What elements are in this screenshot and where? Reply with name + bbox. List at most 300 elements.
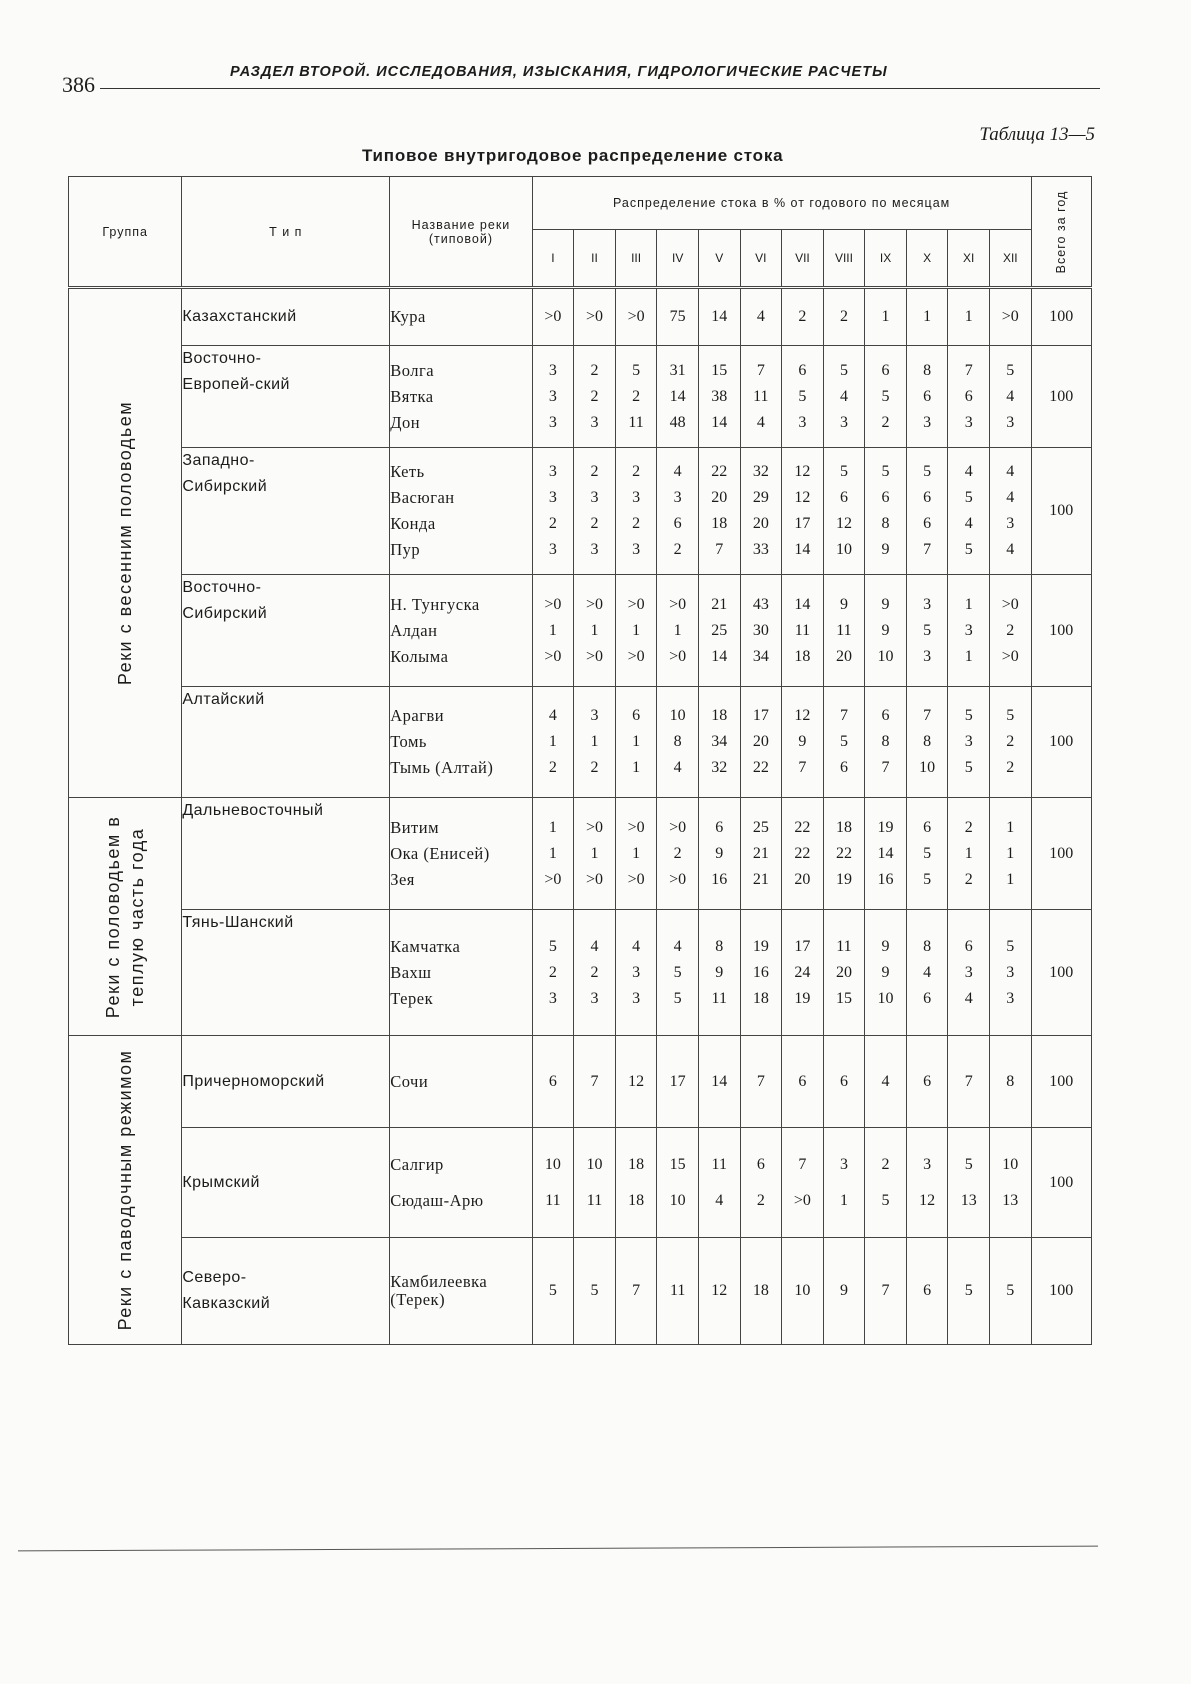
group-cell bbox=[69, 798, 182, 1036]
month-value: 25 bbox=[752, 818, 769, 836]
month-value: 5 bbox=[881, 387, 890, 405]
month-value: >0 bbox=[627, 308, 645, 325]
month-value: 20 bbox=[752, 515, 769, 532]
month-header: XII bbox=[990, 230, 1032, 288]
month-value: 3 bbox=[590, 489, 599, 506]
month-value: 7 bbox=[881, 1282, 890, 1299]
month-value: 6 bbox=[798, 361, 807, 379]
month-value-cell bbox=[532, 1036, 574, 1128]
type-name-text: Казахстанский bbox=[182, 308, 297, 325]
river-name: Сюдаш-Арю bbox=[390, 1190, 484, 1210]
month-value: 10 bbox=[669, 707, 686, 724]
month-value: 7 bbox=[964, 361, 973, 379]
month-value: 34 bbox=[752, 647, 769, 665]
group-label-line: Реки с весенним половодьем bbox=[115, 400, 136, 686]
type-name-text: Крымский bbox=[182, 1173, 260, 1191]
month-value: 1 bbox=[964, 308, 973, 325]
month-header: IX bbox=[865, 230, 907, 288]
month-value: 1 bbox=[632, 733, 641, 750]
month-value: >0 bbox=[1001, 647, 1019, 665]
month-value: 17 bbox=[669, 1072, 686, 1090]
month-value-cell bbox=[615, 910, 657, 1036]
month-value-cell bbox=[948, 346, 990, 448]
month-value: 8 bbox=[923, 361, 932, 379]
month-value: 7 bbox=[881, 759, 890, 776]
month-value: 12 bbox=[794, 707, 811, 724]
group-cell bbox=[69, 1036, 182, 1345]
bottom-rule bbox=[18, 1546, 1098, 1552]
month-value: 15 bbox=[669, 1155, 686, 1173]
page-number: 386 bbox=[62, 72, 95, 97]
month-value: 4 bbox=[964, 515, 973, 532]
month-value: 6 bbox=[923, 1282, 932, 1299]
month-header: III bbox=[615, 230, 657, 288]
month-value: 17 bbox=[794, 515, 811, 532]
month-value: 4 bbox=[590, 937, 599, 955]
month-value: 12 bbox=[835, 515, 852, 532]
month-value: 6 bbox=[923, 818, 932, 836]
month-value: 5 bbox=[881, 1191, 890, 1209]
month-value: 6 bbox=[923, 515, 932, 532]
month-value: 15 bbox=[835, 989, 852, 1007]
month-value: 1 bbox=[1006, 844, 1015, 862]
month-value-cell bbox=[823, 687, 865, 798]
month-value-cell bbox=[532, 910, 574, 1036]
month-value: 34 bbox=[711, 733, 728, 750]
year-total: 100 bbox=[1031, 910, 1091, 1036]
month-value-cell bbox=[782, 1238, 824, 1345]
month-value: >0 bbox=[627, 818, 645, 836]
month-value: 6 bbox=[798, 1072, 807, 1090]
month-value: 8 bbox=[715, 937, 724, 955]
month-value: 14 bbox=[711, 1072, 728, 1090]
month-value: 5 bbox=[1006, 361, 1015, 379]
year-total: 100 bbox=[1031, 346, 1091, 448]
river-name: Зея bbox=[390, 869, 415, 889]
year-total: 100 bbox=[1031, 1238, 1091, 1345]
group-label bbox=[101, 815, 149, 1018]
year-total: 100 bbox=[1031, 1128, 1091, 1238]
month-value: 4 bbox=[673, 463, 682, 480]
month-value: 3 bbox=[798, 413, 807, 431]
month-value: 1 bbox=[548, 818, 557, 836]
river-names bbox=[390, 910, 532, 1036]
river-name: Камчатка bbox=[390, 936, 461, 956]
month-value-cell bbox=[698, 687, 740, 798]
month-value: 16 bbox=[711, 870, 728, 888]
month-value: 18 bbox=[711, 515, 728, 532]
river-names bbox=[390, 1036, 532, 1128]
month-value: 6 bbox=[756, 1155, 765, 1173]
month-header: VII bbox=[782, 230, 824, 288]
month-value: 1 bbox=[673, 621, 682, 639]
month-value: 10 bbox=[835, 541, 852, 558]
month-value: 29 bbox=[752, 489, 769, 506]
month-value: 3 bbox=[590, 707, 599, 724]
month-value-cell bbox=[532, 798, 574, 910]
month-value-cell bbox=[782, 346, 824, 448]
month-value: 2 bbox=[590, 759, 599, 776]
month-value-cell bbox=[948, 288, 990, 346]
header-total bbox=[1031, 177, 1091, 288]
type-name bbox=[182, 1128, 390, 1238]
month-value: 2 bbox=[590, 463, 599, 480]
type-name bbox=[182, 346, 390, 448]
month-value: 1 bbox=[632, 759, 641, 776]
type-name bbox=[182, 448, 390, 575]
river-name: Камбилеевка (Терек) bbox=[390, 1272, 488, 1309]
month-value-cell bbox=[990, 1128, 1032, 1238]
month-value: 4 bbox=[632, 937, 641, 955]
river-name: Кура bbox=[390, 307, 426, 326]
month-value: 12 bbox=[794, 463, 811, 480]
month-value: >0 bbox=[1001, 595, 1019, 613]
month-value: 2 bbox=[839, 308, 848, 325]
month-value: 4 bbox=[673, 759, 682, 776]
month-value: 5 bbox=[839, 733, 848, 750]
month-value: 8 bbox=[1006, 1072, 1015, 1090]
river-name: Сочи bbox=[390, 1071, 429, 1091]
type-row bbox=[69, 448, 1092, 575]
month-value: 7 bbox=[756, 1072, 765, 1090]
year-total: 100 bbox=[1031, 1036, 1091, 1128]
month-value: 11 bbox=[753, 387, 769, 405]
month-value: 2 bbox=[756, 1191, 765, 1209]
month-value: 3 bbox=[673, 489, 682, 506]
month-value: 11 bbox=[545, 1191, 561, 1209]
month-value-cell bbox=[948, 448, 990, 575]
month-value: >0 bbox=[544, 595, 562, 613]
month-value: 13 bbox=[1002, 1191, 1019, 1209]
month-value: 11 bbox=[669, 1282, 686, 1299]
month-value-cell bbox=[990, 448, 1032, 575]
month-value-cell bbox=[865, 448, 907, 575]
month-value: 18 bbox=[794, 647, 811, 665]
month-value: 7 bbox=[715, 541, 724, 558]
month-value: >0 bbox=[585, 595, 604, 613]
month-value-cell bbox=[615, 1036, 657, 1128]
month-header: VIII bbox=[823, 230, 865, 288]
month-value: 1 bbox=[923, 308, 932, 325]
type-name-text: Причерноморский bbox=[182, 1072, 325, 1090]
river-name: Васюган bbox=[390, 488, 455, 507]
month-value-cell bbox=[782, 1128, 824, 1238]
river-name: Конда bbox=[390, 514, 436, 533]
table-label: Таблица 13—5 bbox=[979, 124, 1095, 145]
month-value: 15 bbox=[711, 361, 728, 379]
month-value: 11 bbox=[628, 413, 644, 431]
type-name bbox=[182, 1238, 390, 1345]
month-value: 3 bbox=[1006, 989, 1015, 1007]
month-value: 6 bbox=[923, 1072, 932, 1090]
month-value: 7 bbox=[839, 707, 848, 724]
month-value-cell bbox=[532, 448, 574, 575]
header-group: Группа bbox=[69, 177, 182, 288]
month-value-cell bbox=[740, 1036, 782, 1128]
month-value: 4 bbox=[673, 937, 682, 955]
month-value: 48 bbox=[669, 413, 686, 431]
month-value-cell bbox=[740, 798, 782, 910]
month-value-cell bbox=[948, 1036, 990, 1128]
month-value: >0 bbox=[585, 308, 604, 325]
month-value: 7 bbox=[632, 1282, 641, 1299]
month-value-cell bbox=[615, 687, 657, 798]
runoff-distribution-table bbox=[68, 176, 1092, 1345]
month-value: 5 bbox=[964, 759, 973, 776]
month-value: 18 bbox=[628, 1191, 645, 1209]
month-value: 19 bbox=[794, 989, 811, 1007]
group-label bbox=[113, 1050, 137, 1331]
river-name: Колыма bbox=[390, 646, 449, 666]
river-name: Дон bbox=[390, 412, 421, 432]
month-value: 7 bbox=[798, 1155, 807, 1173]
month-value: 6 bbox=[839, 489, 848, 506]
month-value-cell bbox=[698, 798, 740, 910]
header-type: Т и п bbox=[182, 177, 390, 288]
month-value: >0 bbox=[669, 870, 687, 888]
month-value: 3 bbox=[964, 621, 973, 639]
month-value: >0 bbox=[1001, 308, 1019, 325]
month-value: 6 bbox=[715, 818, 724, 836]
month-value: 11 bbox=[794, 621, 811, 639]
month-value: 24 bbox=[794, 963, 811, 981]
month-value: 5 bbox=[881, 463, 890, 480]
month-value-cell bbox=[865, 346, 907, 448]
month-value: 43 bbox=[752, 595, 769, 613]
month-value-cell bbox=[657, 798, 699, 910]
month-value: 4 bbox=[881, 1072, 890, 1090]
month-value: 14 bbox=[794, 595, 811, 613]
month-value: 14 bbox=[669, 387, 686, 405]
month-header: X bbox=[906, 230, 948, 288]
month-value: 6 bbox=[923, 489, 932, 506]
month-value-cell bbox=[948, 910, 990, 1036]
month-value: 10 bbox=[669, 1191, 686, 1209]
month-value: 2 bbox=[1006, 759, 1015, 776]
month-value: 2 bbox=[964, 870, 973, 888]
month-value-cell bbox=[574, 288, 616, 346]
month-value-cell bbox=[906, 1128, 948, 1238]
year-total: 100 bbox=[1031, 575, 1091, 687]
month-value: 8 bbox=[881, 733, 890, 750]
month-value-cell bbox=[823, 448, 865, 575]
month-value: 3 bbox=[548, 463, 557, 480]
month-value: 3 bbox=[548, 489, 557, 506]
month-value-cell bbox=[698, 448, 740, 575]
month-value: 2 bbox=[590, 515, 599, 532]
river-name: Н. Тунгуска bbox=[390, 594, 480, 614]
month-value: 1 bbox=[964, 844, 973, 862]
month-value-cell bbox=[990, 1238, 1032, 1345]
month-value-cell bbox=[823, 1036, 865, 1128]
month-value-cell bbox=[740, 1238, 782, 1345]
month-value-cell bbox=[657, 1238, 699, 1345]
month-value: 2 bbox=[673, 541, 682, 558]
month-header: XI bbox=[948, 230, 990, 288]
month-value: 4 bbox=[756, 308, 765, 325]
month-value: 2 bbox=[1006, 621, 1015, 639]
month-value-cell bbox=[823, 1128, 865, 1238]
month-value: 22 bbox=[794, 844, 811, 862]
month-value: 11 bbox=[836, 621, 852, 639]
month-value: 5 bbox=[964, 707, 973, 724]
month-value: 7 bbox=[798, 759, 807, 776]
month-value-cell bbox=[906, 448, 948, 575]
month-value: 2 bbox=[1006, 733, 1015, 750]
month-value: 3 bbox=[1006, 413, 1015, 431]
year-total: 100 bbox=[1031, 288, 1091, 346]
month-value: 31 bbox=[669, 361, 686, 379]
month-value: 5 bbox=[839, 361, 848, 379]
month-value: 17 bbox=[752, 707, 769, 724]
month-value: 5 bbox=[1006, 707, 1015, 724]
month-value: 4 bbox=[1006, 489, 1015, 506]
type-row bbox=[69, 575, 1092, 687]
month-value: 5 bbox=[923, 463, 932, 480]
month-value-cell bbox=[615, 346, 657, 448]
month-value: 12 bbox=[711, 1282, 728, 1299]
month-value: 7 bbox=[923, 541, 932, 558]
month-value: 9 bbox=[798, 733, 807, 750]
month-value-cell bbox=[532, 1238, 574, 1345]
year-total: 100 bbox=[1031, 448, 1091, 575]
month-value: 9 bbox=[881, 621, 890, 639]
month-value-cell bbox=[615, 1128, 657, 1238]
month-value: 5 bbox=[1006, 1282, 1015, 1299]
month-value: 5 bbox=[673, 963, 682, 981]
month-value: 14 bbox=[711, 647, 728, 665]
month-value: >0 bbox=[627, 595, 645, 613]
month-value-cell bbox=[906, 288, 948, 346]
header-river: Название реки (типовой) bbox=[390, 177, 532, 288]
type-name-text: Северо-Кавказский bbox=[182, 1269, 271, 1312]
river-names bbox=[390, 1238, 532, 1345]
month-value-cell bbox=[740, 448, 782, 575]
month-value: 3 bbox=[632, 489, 641, 506]
month-value-cell bbox=[698, 910, 740, 1036]
month-value: >0 bbox=[669, 818, 687, 836]
month-value-cell bbox=[948, 798, 990, 910]
month-value: >0 bbox=[544, 308, 562, 325]
month-value: 19 bbox=[877, 818, 894, 836]
month-value: 10 bbox=[1002, 1155, 1019, 1173]
type-row bbox=[69, 346, 1092, 448]
month-value: 6 bbox=[881, 361, 890, 379]
month-value: 1 bbox=[839, 1191, 848, 1209]
month-value: 10 bbox=[919, 759, 936, 776]
river-name: Пур bbox=[390, 540, 421, 559]
month-value: 6 bbox=[673, 515, 682, 532]
group-label bbox=[113, 401, 137, 685]
month-value: 5 bbox=[923, 621, 932, 639]
month-value: 3 bbox=[590, 413, 599, 431]
month-value: 7 bbox=[923, 707, 932, 724]
month-value: 10 bbox=[877, 647, 894, 665]
month-value-cell bbox=[574, 1128, 616, 1238]
month-value-cell bbox=[574, 346, 616, 448]
month-value: 3 bbox=[839, 413, 848, 431]
month-value: 1 bbox=[632, 844, 641, 862]
month-value: 6 bbox=[964, 937, 973, 955]
month-value-cell bbox=[865, 798, 907, 910]
year-total: 100 bbox=[1031, 687, 1091, 798]
type-name-text: Западно-Сибирский bbox=[182, 452, 268, 495]
month-value: 14 bbox=[711, 413, 728, 431]
month-value-cell bbox=[948, 1128, 990, 1238]
month-value-cell bbox=[865, 288, 907, 346]
month-value: 3 bbox=[923, 413, 932, 431]
month-header: IV bbox=[657, 230, 699, 288]
river-name: Алдан bbox=[390, 620, 438, 640]
month-value: 3 bbox=[839, 1155, 848, 1173]
month-value-cell bbox=[823, 1238, 865, 1345]
month-value: >0 bbox=[669, 595, 687, 613]
month-value-cell bbox=[990, 910, 1032, 1036]
type-name bbox=[182, 910, 390, 1036]
river-name: Волга bbox=[390, 360, 435, 380]
month-value: 6 bbox=[839, 1072, 848, 1090]
month-value: 12 bbox=[794, 489, 811, 506]
month-value: 12 bbox=[919, 1191, 936, 1209]
month-value: 25 bbox=[711, 621, 728, 639]
month-value: >0 bbox=[585, 818, 604, 836]
month-value: 4 bbox=[1006, 463, 1015, 480]
month-value-cell bbox=[782, 910, 824, 1036]
month-value: 18 bbox=[835, 818, 852, 836]
type-row bbox=[69, 1238, 1092, 1345]
type-name bbox=[182, 575, 390, 687]
month-value: 18 bbox=[628, 1155, 645, 1173]
month-value: 5 bbox=[964, 1155, 973, 1173]
river-names bbox=[390, 798, 532, 910]
month-value-cell bbox=[990, 288, 1032, 346]
month-value-cell bbox=[532, 687, 574, 798]
month-value-cell bbox=[574, 798, 616, 910]
month-value: 2 bbox=[548, 963, 557, 981]
month-value: 6 bbox=[923, 387, 932, 405]
river-names bbox=[390, 448, 532, 575]
month-value: 4 bbox=[964, 463, 973, 480]
month-value: 3 bbox=[964, 963, 973, 981]
month-value-cell bbox=[990, 687, 1032, 798]
header-total-text: Всего за год bbox=[1054, 190, 1069, 273]
month-value-cell bbox=[657, 687, 699, 798]
month-value: 22 bbox=[752, 759, 769, 776]
month-value: 1 bbox=[590, 844, 599, 862]
month-value: 5 bbox=[964, 489, 973, 506]
month-value: 2 bbox=[548, 515, 557, 532]
month-header: V bbox=[698, 230, 740, 288]
month-value: 5 bbox=[590, 1282, 599, 1299]
month-value-cell bbox=[574, 910, 616, 1036]
month-value: 3 bbox=[590, 541, 599, 558]
month-value: 4 bbox=[1006, 387, 1015, 405]
month-value-cell bbox=[740, 687, 782, 798]
type-row bbox=[69, 1036, 1092, 1128]
month-value: 19 bbox=[752, 937, 769, 955]
month-value-cell bbox=[865, 1036, 907, 1128]
month-value-cell bbox=[532, 288, 574, 346]
month-value: 22 bbox=[711, 463, 728, 480]
month-value-cell bbox=[657, 1036, 699, 1128]
month-value: 5 bbox=[923, 870, 932, 888]
month-value-cell bbox=[657, 288, 699, 346]
month-value: 3 bbox=[964, 733, 973, 750]
month-value-cell bbox=[906, 910, 948, 1036]
month-value: 1 bbox=[964, 647, 973, 665]
month-value-cell bbox=[782, 798, 824, 910]
type-row bbox=[69, 288, 1092, 346]
